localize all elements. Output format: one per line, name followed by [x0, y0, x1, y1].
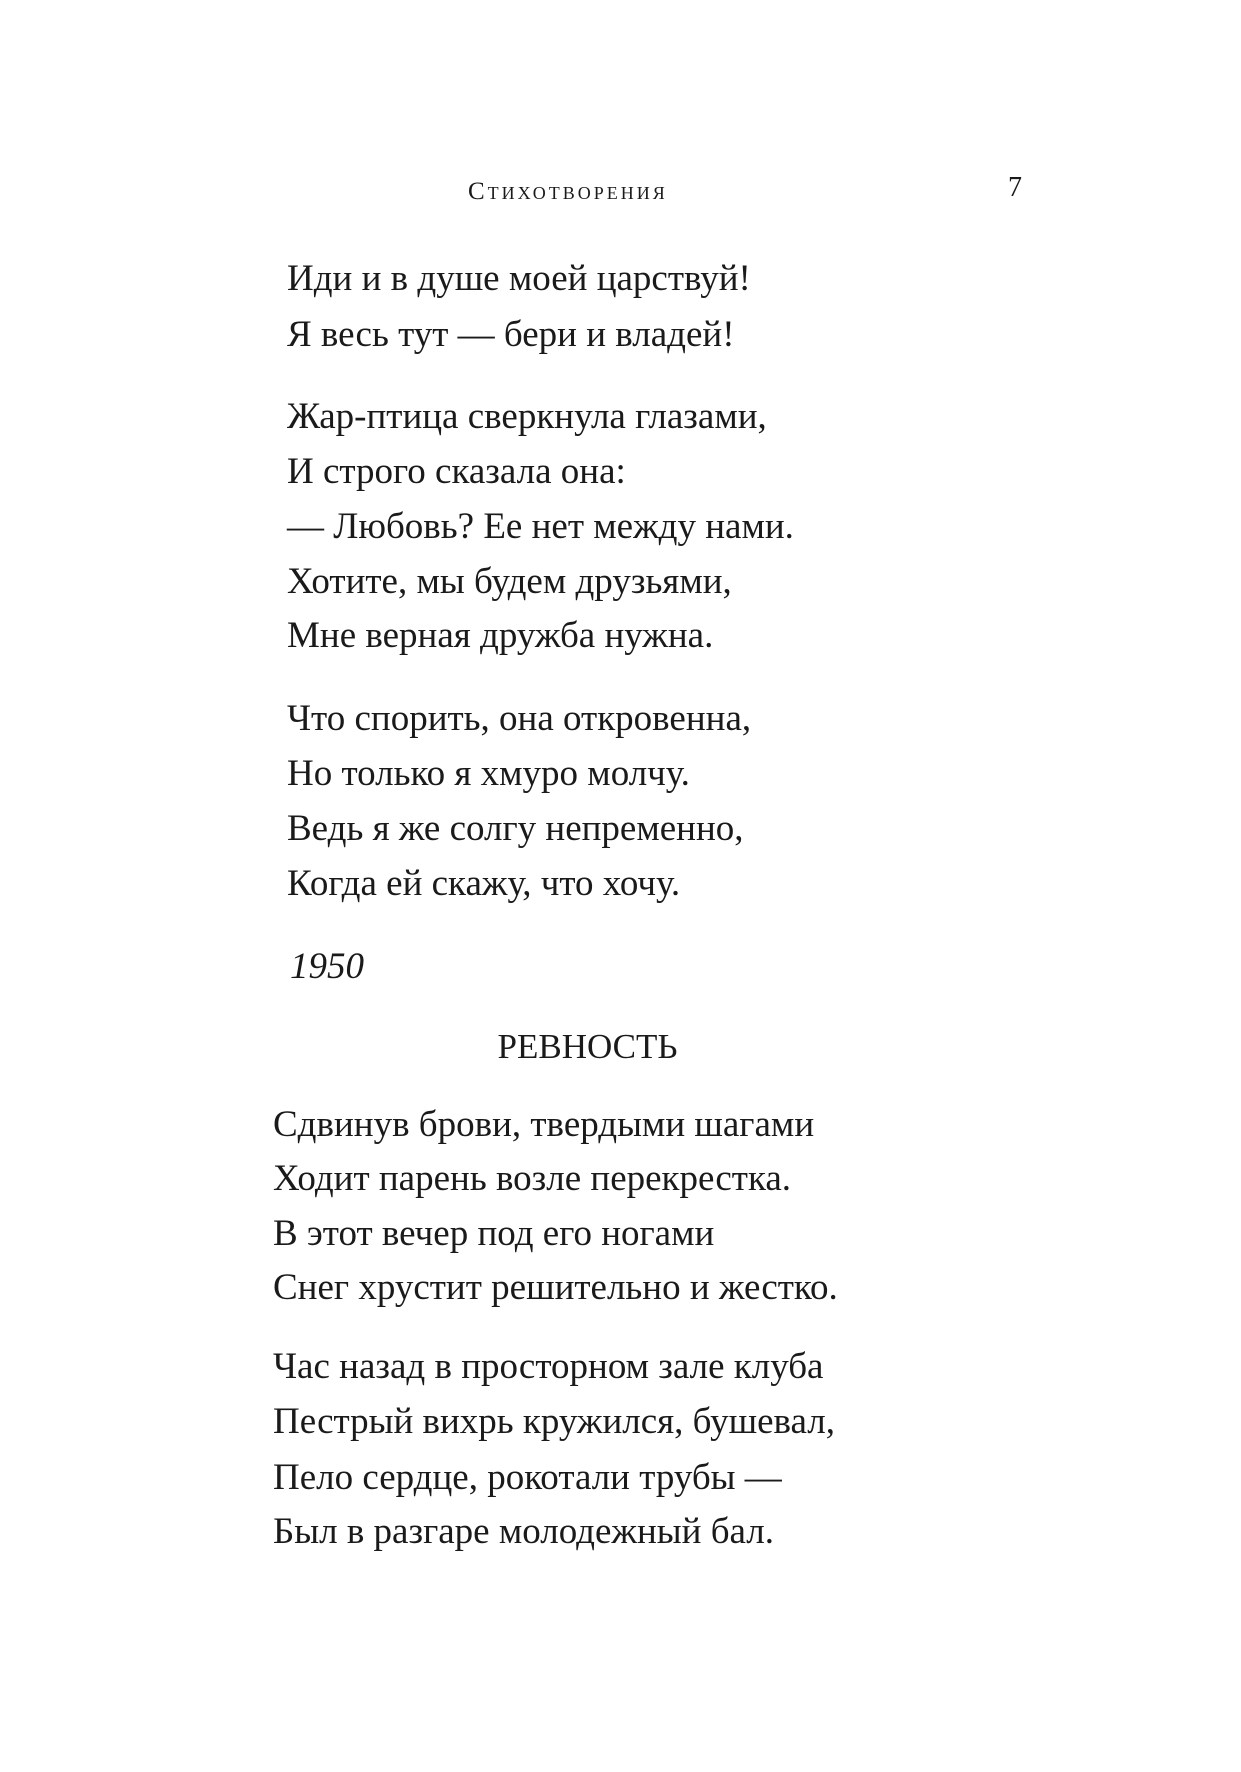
- verse-line: Но только я хмуро молчу.: [287, 753, 690, 794]
- verse-line: Иди и в душе моей царствуй!: [287, 258, 751, 299]
- verse-line: Ведь я же солгу непременно,: [287, 808, 744, 849]
- page-number: 7: [1008, 172, 1022, 203]
- verse-line: И строго сказала она:: [287, 451, 626, 492]
- verse-line: Снег хрустит решительно и жестко.: [273, 1267, 838, 1308]
- verse-line: Пестрый вихрь кружился, бушевал,: [273, 1401, 835, 1442]
- poem-year: 1950: [290, 946, 364, 987]
- verse-line: Час назад в просторном зале клуба: [273, 1346, 824, 1387]
- verse-line: Ходит парень возле перекрестка.: [273, 1158, 792, 1199]
- running-title: Стихотворения: [468, 178, 668, 205]
- poem-title: РЕВНОСТЬ: [497, 1027, 678, 1066]
- verse-line: Был в разгаре молодежный бал.: [273, 1511, 774, 1552]
- verse-line: — Любовь? Ее нет между нами.: [287, 506, 794, 547]
- verse-line: Жар-птица сверкнула глазами,: [287, 396, 767, 437]
- verse-line: Пело сердце, рокотали трубы —: [273, 1457, 782, 1498]
- verse-line: Я весь тут — бери и владей!: [287, 314, 735, 355]
- verse-line: В этот вечер под его ногами: [273, 1213, 715, 1254]
- verse-line: Когда ей скажу, что хочу.: [287, 863, 681, 904]
- verse-line: Хотите, мы будем друзьями,: [287, 561, 732, 602]
- verse-line: Мне верная дружба нужна.: [287, 615, 714, 656]
- verse-line: Сдвинув брови, твердыми шагами: [273, 1104, 815, 1145]
- verse-line: Что спорить, она откровенна,: [287, 698, 752, 739]
